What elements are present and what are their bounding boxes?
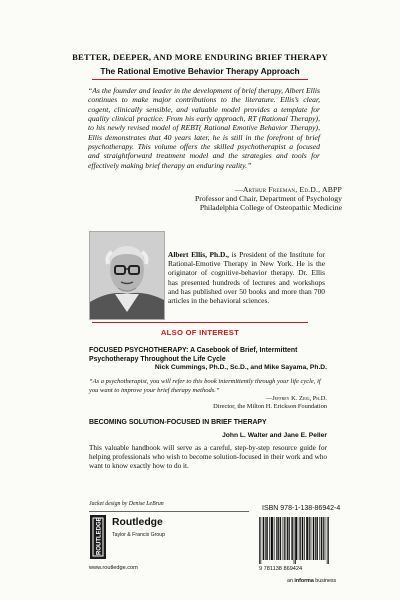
barcode-bar xyxy=(280,517,281,560)
related-quote-role: Director, the Milton H. Erickson Foundation xyxy=(213,403,327,410)
barcode-bar xyxy=(306,517,307,560)
book-title: BETTER, DEEPER, AND MORE ENDURING BRIEF THERAPY xyxy=(72,52,328,62)
barcode-bar xyxy=(286,517,287,560)
barcode-bar xyxy=(309,517,310,560)
informa-suffix: business xyxy=(313,578,337,584)
barcode-bar xyxy=(265,517,266,560)
barcode-bar xyxy=(328,517,329,564)
barcode-bar xyxy=(288,517,289,560)
publisher-website: www.routledge.com xyxy=(89,565,138,571)
barcode-bar xyxy=(299,517,300,560)
related-book-2-description: This valuable handbook will serve as a careful, step-by-step resource guide for helping professionals who wish to become solution-focused in their work and who want to know exactly how to do it. xyxy=(89,444,327,470)
barcode-bar xyxy=(319,517,320,560)
endorser-name: —Arthur Freeman, Ed.D., ABPP xyxy=(235,185,342,194)
barcode-bar xyxy=(283,517,284,560)
endorsement-attribution xyxy=(122,185,342,212)
routledge-logo-icon xyxy=(90,515,106,559)
barcode-bar xyxy=(295,517,296,564)
related-book-1-quote: “As a psychotherapist, you will refer to this book intermittently through your life cycle, if you want to improve your brief therapy methods.” xyxy=(89,378,321,394)
divider-middle xyxy=(92,322,308,323)
isbn-barcode-icon xyxy=(259,517,329,564)
barcode-bar xyxy=(322,517,323,560)
barcode-bar xyxy=(260,517,261,564)
author-bio xyxy=(168,250,325,305)
author-photo xyxy=(89,231,165,320)
publisher-group: Taylor & Francis Group xyxy=(112,532,166,538)
barcode-bar xyxy=(327,517,328,564)
barcode-bar xyxy=(292,517,293,560)
jacket-design-credit: Jacket design by Denise LeBrun xyxy=(89,501,164,507)
barcode-bar xyxy=(291,517,292,560)
related-book-2-title: BECOMING SOLUTION-FOCUSED IN BRIEF THERAPY xyxy=(89,419,267,426)
logo-text: ROUTLEDGE xyxy=(96,517,103,555)
barcode-bar xyxy=(304,517,305,560)
endorsement-quote: “As the founder and leader in the development of brief therapy, Albert Ellis continues to make major contributions to the literature. Ellis’s clear, cogent, clinically sensible, and valuable model provides a template for quality clinical practice. From his early approach, RT (Rational Therapy), to his newly revised model of REBT( Rational Emotive Behavior Therapy), Ellis demonstrates that 40 years later, he is still in the forefront of brief psychotherapy. This volume offers the skilled psychotherapist a focused and straightforward treatment model and the strategies and tools for effectively making brief therapy an enduring reality.” xyxy=(88,86,320,170)
barcode-bar xyxy=(267,517,268,560)
related-book-1-quote-attribution xyxy=(87,395,327,411)
divider-top xyxy=(92,79,308,80)
barcode-bar xyxy=(263,517,264,560)
related-book-1-title: FOCUSED PSYCHOTHERAPY: A Casebook of Brief, Intermittent Psychotherapy Throughout the Life Cycle xyxy=(89,347,298,363)
barcode-bar xyxy=(314,517,315,560)
barcode-bar xyxy=(278,517,279,560)
barcode-bar xyxy=(266,517,267,560)
barcode-bar xyxy=(307,517,308,560)
barcode-bar xyxy=(276,517,277,560)
barcode-bar xyxy=(287,517,288,560)
barcode-bar xyxy=(297,517,298,560)
informa-brand: informa xyxy=(294,578,314,584)
endorser-role-1: Professor and Chair, Department of Psychology xyxy=(194,194,342,204)
publisher-name: Routledge xyxy=(112,517,163,528)
barcode-bar xyxy=(284,517,285,560)
barcode-bar xyxy=(321,517,322,560)
book-subtitle: The Rational Emotive Behavior Therapy Approach xyxy=(100,66,300,76)
barcode-bar xyxy=(311,517,312,560)
barcode-bar xyxy=(308,517,309,560)
barcode-bar xyxy=(317,517,318,560)
informa-tagline xyxy=(287,578,336,584)
endorser-role-2: Philadelphia College of Osteopathic Medicine xyxy=(199,203,342,213)
informa-prefix: an xyxy=(287,578,295,584)
barcode-bar xyxy=(302,517,303,560)
barcode-bar xyxy=(323,517,324,560)
related-book-1-authors: Nick Cummings, Ph.D., Sc.D., and Mike Sayama, Ph.D. xyxy=(154,364,327,371)
barcode-bar xyxy=(274,517,275,560)
also-of-interest-heading: ALSO OF INTEREST xyxy=(160,328,240,337)
barcode-bar xyxy=(315,517,316,560)
related-quote-name: —Jeffrey K. Zeig, Ph.D. xyxy=(265,395,327,402)
related-book-2-authors: John L. Walter and Jane E. Peller xyxy=(222,432,327,439)
barcode-number: 9 781138 869424 xyxy=(259,566,303,572)
barcode-bar xyxy=(300,517,301,560)
barcode-bar xyxy=(302,517,303,560)
author-name: Albert Ellis, Ph.D., xyxy=(168,250,230,259)
barcode-bar xyxy=(313,517,314,560)
barcode-bar xyxy=(277,517,278,560)
barcode-bar xyxy=(325,517,326,560)
isbn-label: ISBN 978-1-138-86942-4 xyxy=(262,505,341,512)
barcode-bar xyxy=(272,517,273,560)
barcode-bar xyxy=(294,517,295,564)
footer-divider xyxy=(89,511,249,512)
barcode-bar xyxy=(272,517,273,560)
barcode-bar xyxy=(263,517,264,560)
barcode-bar xyxy=(271,517,272,560)
barcode-bar xyxy=(289,517,290,560)
barcode-bar xyxy=(269,517,270,560)
barcode-bar xyxy=(280,517,281,560)
barcode-bar xyxy=(259,517,260,564)
barcode-bar xyxy=(296,517,297,560)
barcode-bar xyxy=(316,517,317,560)
author-bio-text: is President of the Institute for Rational-Emotive Therapy in New York. He is the originator of cognitive-behavior therapy. Dr. Ellis has presented hundreds of lectures and workshops and has published over 50 books and more than 700 articles in the behavioral sciences. xyxy=(168,250,325,306)
